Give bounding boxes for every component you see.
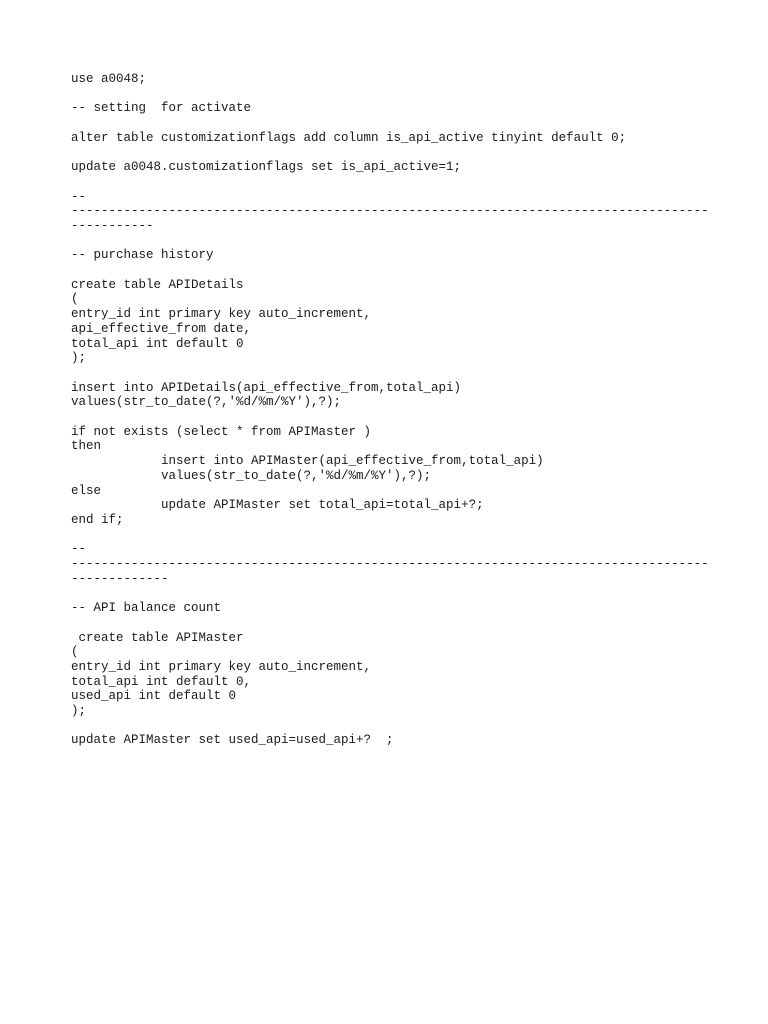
- code-line: values(str_to_date(?,'%d/%m/%Y'),?);: [71, 468, 432, 483]
- code-line: then: [71, 439, 102, 454]
- sql-code-block: [71, 72, 711, 748]
- code-line: --: [71, 542, 87, 557]
- code-line: alter table customizationflags add column is_api_active tinyint default 0;: [71, 130, 627, 145]
- code-line: [71, 175, 711, 190]
- code-line: update a0048.customizationflags set is_api_active=1;: [71, 160, 462, 175]
- code-line: else: [71, 483, 102, 498]
- code-line: used_api int default 0: [71, 689, 237, 704]
- code-line: );: [71, 351, 87, 366]
- code-line: -------------------------------------------------------------------------------------: [71, 204, 709, 219]
- code-line: );: [71, 704, 87, 719]
- code-line: -- API balance count: [71, 601, 222, 616]
- code-line: (: [71, 645, 79, 660]
- code-line: (: [71, 292, 79, 307]
- code-line: end if;: [71, 512, 124, 527]
- code-line: [71, 616, 711, 631]
- code-line: [71, 234, 711, 249]
- code-line: total_api int default 0: [71, 336, 244, 351]
- code-line: [71, 586, 711, 601]
- code-line: create table APIDetails: [71, 277, 244, 292]
- code-line: api_effective_from date,: [71, 321, 252, 336]
- code-line: entry_id int primary key auto_increment,: [71, 659, 372, 674]
- code-line: [71, 410, 711, 425]
- code-line: [71, 263, 711, 278]
- code-line: update APIMaster set used_api=used_api+? ;: [71, 733, 394, 748]
- code-line: entry_id int primary key auto_increment,: [71, 307, 372, 322]
- code-line: if not exists (select * from APIMaster ): [71, 424, 372, 439]
- code-line: insert into APIMaster(api_effective_from,total_api): [71, 454, 544, 469]
- code-line: [71, 87, 711, 102]
- code-line: [71, 116, 711, 131]
- code-line: -----------: [71, 218, 154, 233]
- code-line: -------------: [71, 571, 169, 586]
- code-line: update APIMaster set total_api=total_api+?;: [71, 498, 484, 513]
- code-line: [71, 366, 711, 381]
- code-line: [71, 528, 711, 543]
- code-line: create table APIMaster: [71, 630, 244, 645]
- code-line: total_api int default 0,: [71, 674, 252, 689]
- code-line: --: [71, 189, 87, 204]
- code-line: insert into APIDetails(api_effective_from,total_api): [71, 380, 462, 395]
- code-line: -------------------------------------------------------------------------------------: [71, 557, 709, 572]
- code-line: values(str_to_date(?,'%d/%m/%Y'),?);: [71, 395, 342, 410]
- code-line: use a0048;: [71, 72, 147, 86]
- code-line: [71, 719, 711, 734]
- code-line: [71, 145, 711, 160]
- code-line: -- purchase history: [71, 248, 214, 263]
- code-line: -- setting for activate: [71, 101, 252, 116]
